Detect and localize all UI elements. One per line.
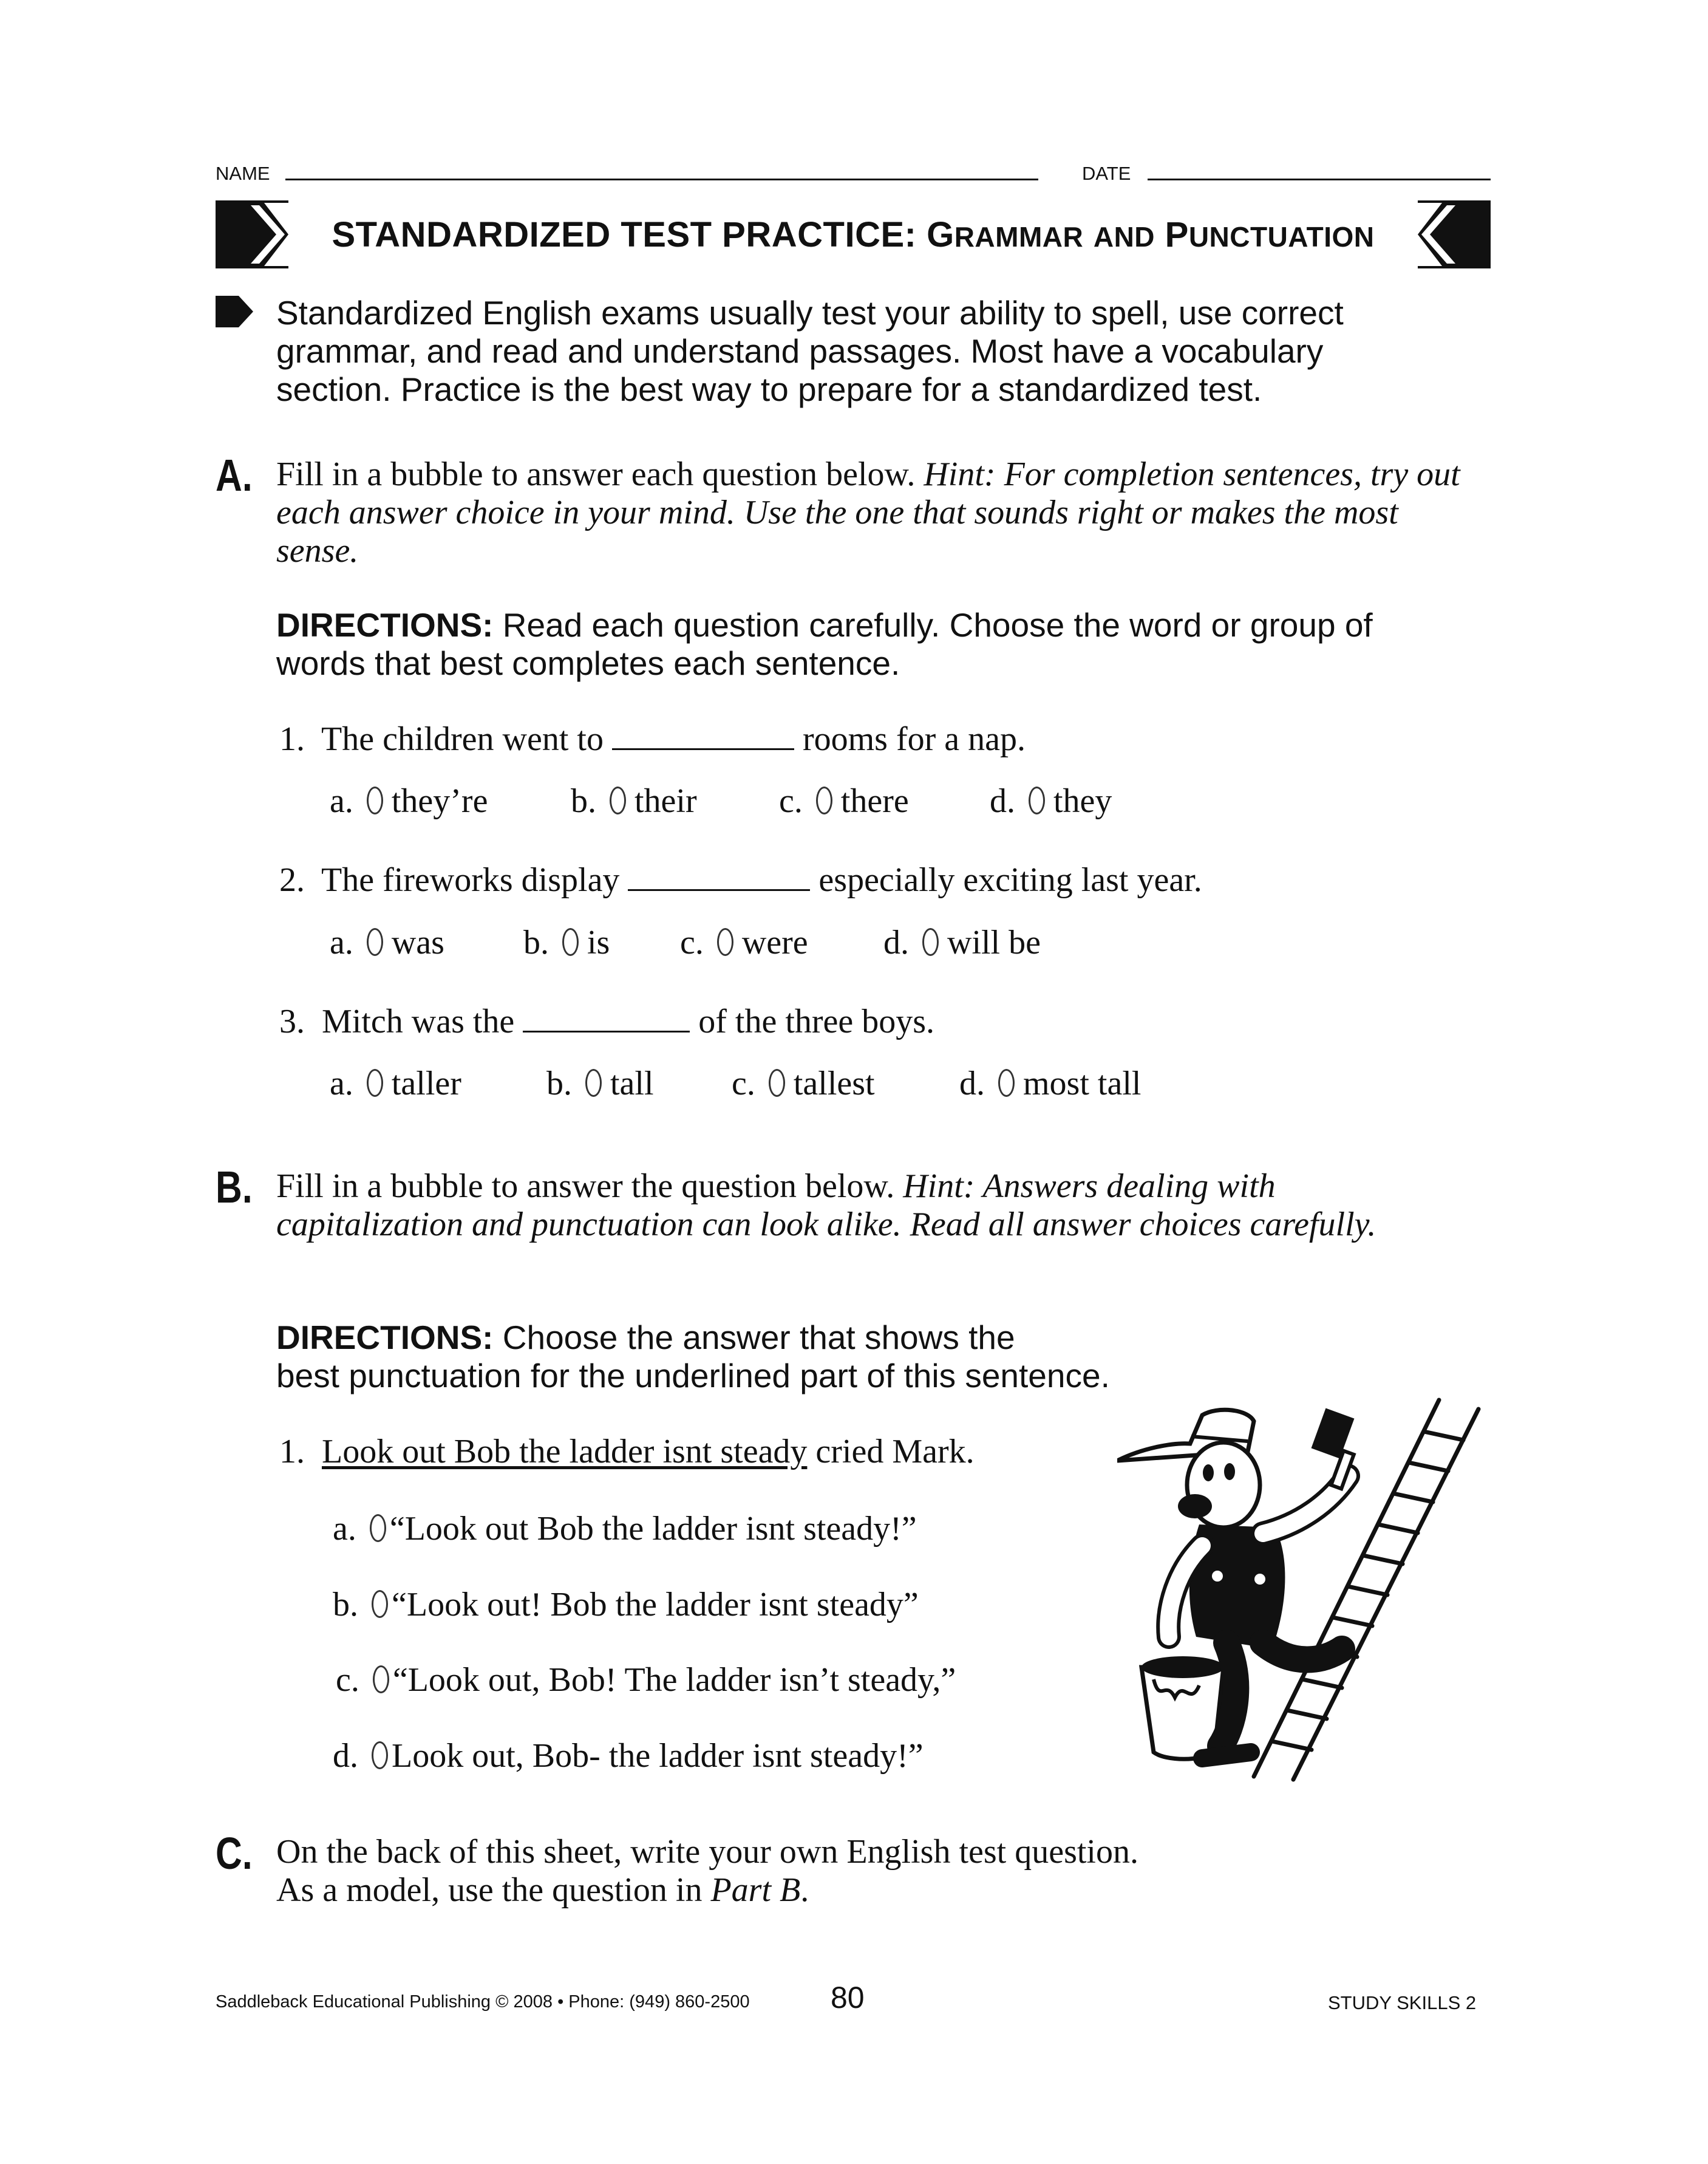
- option-a1-a[interactable]: a. they’re: [330, 782, 488, 820]
- option-a3-b[interactable]: b. tall: [546, 1065, 654, 1102]
- left-chevron-icon: [216, 200, 288, 268]
- arrow-bullet-icon: [216, 296, 253, 327]
- option-a2-b[interactable]: b. is: [523, 924, 610, 961]
- page-title: STANDARDIZED TEST PRACTICE: GRAMMAR AND PUNCTUATION: [332, 214, 1375, 254]
- answer-bubble[interactable]: [367, 928, 383, 956]
- title-banner: [216, 200, 1491, 268]
- answer-bubble[interactable]: [816, 787, 832, 814]
- date-label: DATE: [1082, 163, 1131, 184]
- option-a1-c[interactable]: c. there: [779, 782, 909, 820]
- answer-blank: [628, 865, 810, 891]
- name-label: NAME: [216, 163, 270, 184]
- section-c-instructions: On the back of this sheet, write your own English test question. As a model, use the question in Part B.: [276, 1833, 1138, 1909]
- section-a-instructions: Fill in a bubble to answer each question below. Hint: For completion sentences, try out each answer choice in your mind. Use the one that sounds right or makes the most sense.: [276, 456, 1460, 570]
- section-c-letter: C.: [216, 1828, 253, 1879]
- option-a3-c[interactable]: c. tallest: [732, 1065, 875, 1102]
- option-a2-a[interactable]: a. was: [330, 924, 444, 961]
- answer-bubble[interactable]: [1029, 787, 1045, 814]
- option-b-d[interactable]: d. Look out, Bob- the ladder isnt steady!”: [333, 1737, 924, 1775]
- option-b-b[interactable]: b. “Look out! Bob the ladder isnt steady”: [333, 1586, 919, 1623]
- option-a1-d[interactable]: d. they: [990, 782, 1112, 820]
- option-a2-d[interactable]: d. will be: [883, 924, 1041, 961]
- section-b-instructions: Fill in a bubble to answer the question below. Hint: Answers dealing with capitalization and punctuation can look alike. Read all answer choices carefully.: [276, 1167, 1376, 1243]
- section-a-letter: A.: [216, 450, 253, 500]
- question-a1: 1. The children went to rooms for a nap.: [279, 720, 1026, 758]
- page-number: 80: [831, 1981, 865, 2015]
- date-line[interactable]: [1148, 179, 1491, 180]
- answer-bubble[interactable]: [769, 1069, 785, 1097]
- section-b-directions: DIRECTIONS: Choose the answer that shows the best punctuation for the underlined part of this sentence.: [276, 1319, 1110, 1394]
- option-a1-b[interactable]: b. their: [571, 782, 697, 820]
- answer-blank: [523, 1006, 690, 1033]
- answer-bubble[interactable]: [922, 928, 939, 956]
- option-a3-d[interactable]: d. most tall: [959, 1065, 1142, 1102]
- question-a2: 2. The fireworks display especially exciting last year.: [279, 861, 1202, 899]
- section-b-letter: B.: [216, 1162, 253, 1212]
- option-b-c[interactable]: c. “Look out, Bob! The ladder isn’t steady,”: [336, 1661, 956, 1699]
- name-line[interactable]: [285, 179, 1038, 180]
- intro-text: Standardized English exams usually test your ability to spell, use correct grammar, and read and understand passages. Most have a vocabulary section. Practice is the best way to prepare for a standardized test.: [276, 294, 1344, 408]
- painter-on-ladder-illustration: [1117, 1394, 1494, 1783]
- footer-publisher: Saddleback Educational Publishing © 2008 • Phone: (949) 860-2500: [216, 1992, 750, 2012]
- question-b1: 1. Look out Bob the ladder isnt steady cried Mark.: [279, 1433, 975, 1470]
- answer-bubble[interactable]: [367, 787, 383, 814]
- answer-bubble[interactable]: [372, 1741, 388, 1769]
- answer-bubble[interactable]: [373, 1665, 389, 1693]
- answer-bubble[interactable]: [367, 1069, 383, 1097]
- answer-bubble[interactable]: [562, 928, 579, 956]
- answer-blank: [612, 724, 794, 750]
- answer-bubble[interactable]: [585, 1069, 602, 1097]
- option-a3-a[interactable]: a. taller: [330, 1065, 461, 1102]
- option-a2-c[interactable]: c. were: [680, 924, 808, 961]
- answer-bubble[interactable]: [610, 787, 626, 814]
- option-b-a[interactable]: a. “Look out Bob the ladder isnt steady!”: [333, 1510, 917, 1548]
- question-a3: 3. Mitch was the of the three boys.: [279, 1003, 935, 1040]
- footer-book-title: STUDY SKILLS 2: [1328, 1992, 1477, 2013]
- answer-bubble[interactable]: [370, 1514, 386, 1542]
- answer-bubble[interactable]: [717, 928, 733, 956]
- answer-bubble[interactable]: [998, 1069, 1015, 1097]
- answer-bubble[interactable]: [372, 1590, 388, 1618]
- section-a-directions: DIRECTIONS: Read each question carefully. Choose the word or group of words that best completes each sentence.: [276, 606, 1373, 682]
- right-chevron-icon: [1418, 200, 1491, 268]
